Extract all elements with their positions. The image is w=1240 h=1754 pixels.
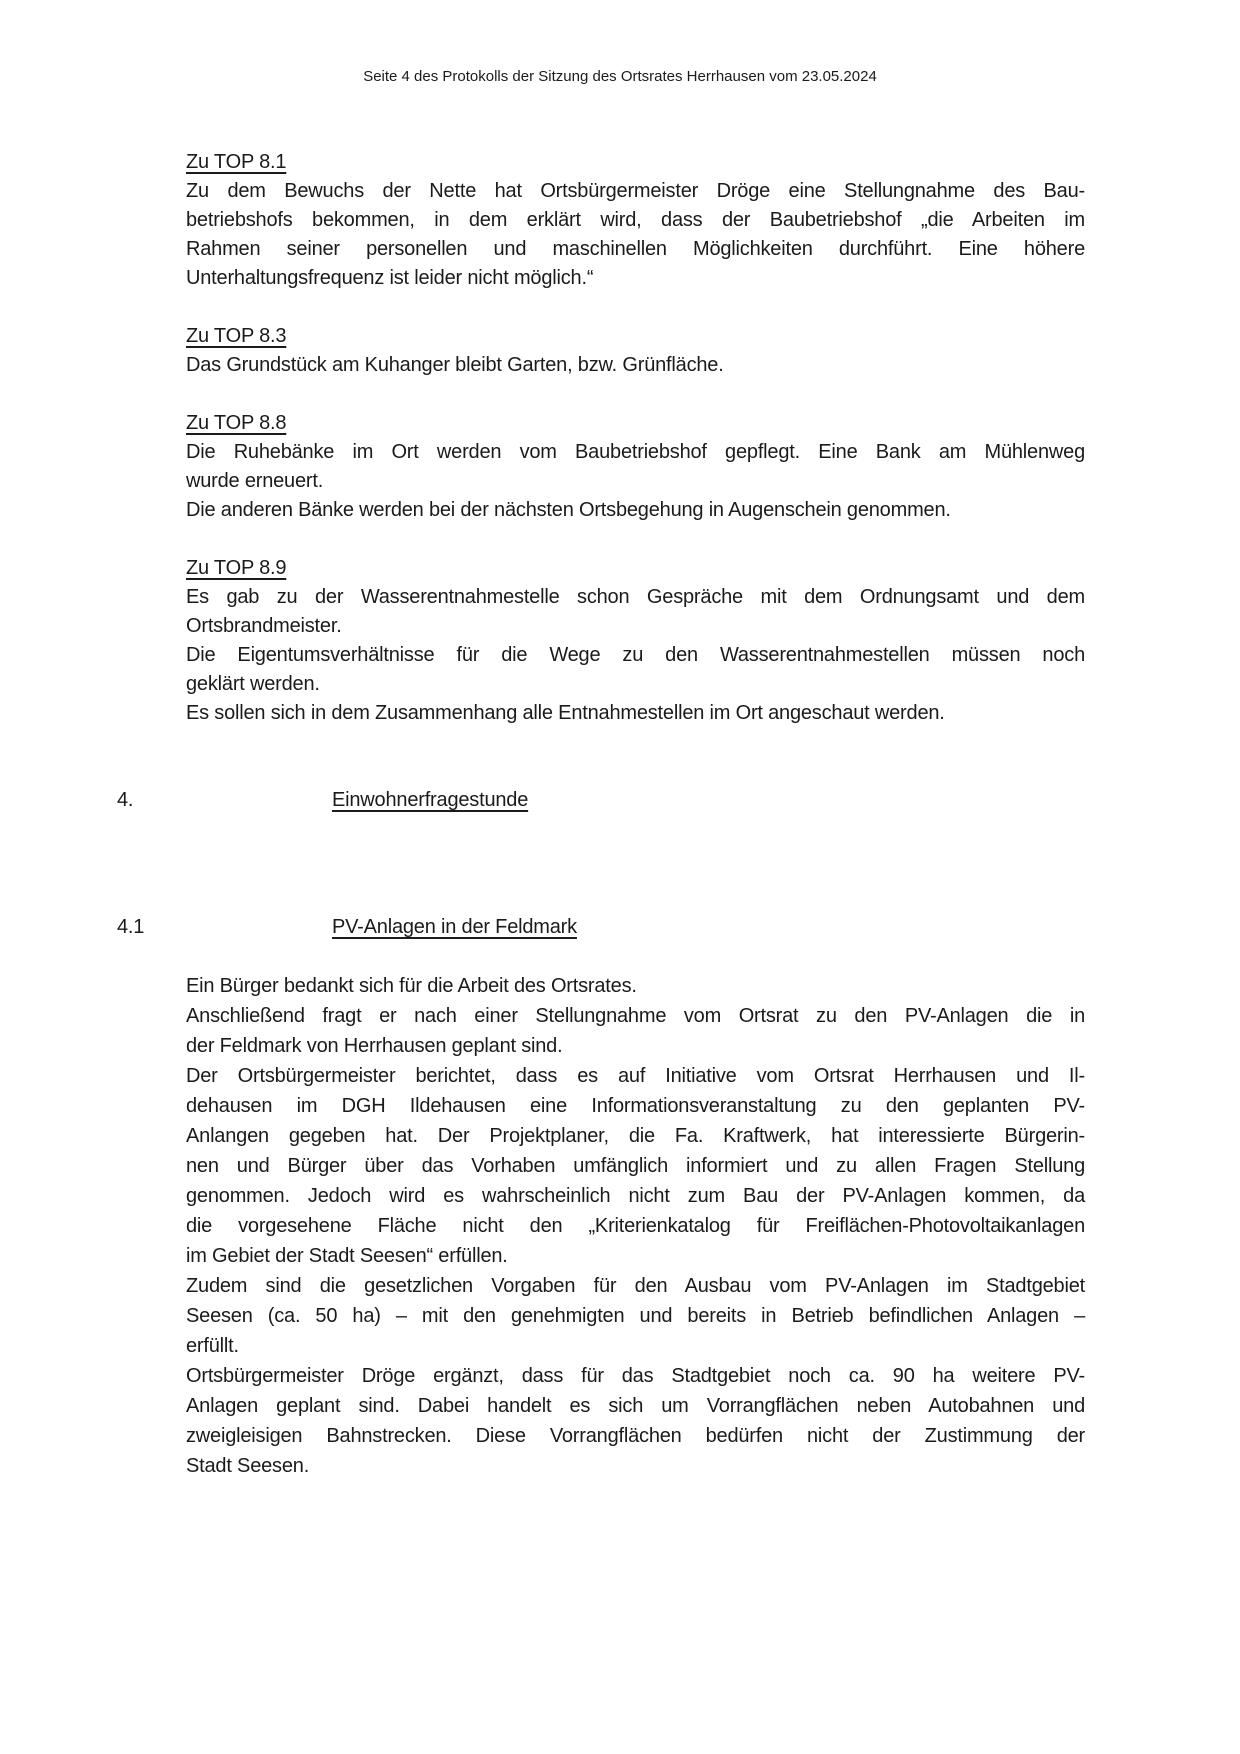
section-heading-text: Zu TOP 8.8 [186,412,287,434]
text-line: Zu dem Bewuchs der Nette hat Ortsbürgermeister Dröge eine Stellungnahme des Bau- [186,180,1085,202]
text-line: betriebshofs bekommen, in dem erklärt wird, dass der Baubetriebshof „die Arbeiten im [186,209,1085,231]
text-line: wurde erneuert. [186,470,324,492]
paragraph [186,177,1085,293]
paragraph [186,1061,1085,1271]
agenda-heading-row [117,786,1085,815]
paragraph [186,1001,1085,1061]
paragraph [186,971,1085,1001]
section-top-8-8 [186,409,1085,525]
text-line: Stadt Seesen. [186,1455,310,1477]
paragraph [186,1361,1085,1481]
text-line: Es sollen sich in dem Zusammenhang alle Entnahmestellen im Ort angeschaut werden. [186,702,945,724]
text-line: Rahmen seiner personellen und maschinellen Möglichkeiten durchführt. Eine höhere [186,238,1085,260]
section-heading [186,148,1085,177]
agenda-title: Einwohnerfragestunde [332,789,529,811]
agenda-body [186,971,1085,1481]
text-line: Unterhaltungsfrequenz ist leider nicht möglich.“ [186,267,594,289]
paragraph [186,438,1085,496]
document-content [117,148,1085,1481]
text-line: genommen. Jedoch wird es wahrscheinlich nicht zum Bau der PV-Anlagen kommen, da [186,1185,1085,1207]
text-line: der Feldmark von Herrhausen geplant sind. [186,1035,563,1057]
text-line: Ortsbrandmeister. [186,615,342,637]
section-top-8-1 [186,148,1085,293]
paragraph [186,699,1085,728]
text-line: die vorgesehene Fläche nicht den „Kriterienkatalog für Freiflächen-Photovoltaikanlagen [186,1215,1085,1237]
agenda-item-4 [117,786,1085,815]
text-line: Anlagen geplant sind. Dabei handelt es sich um Vorrangflächen neben Autobahnen und [186,1395,1085,1417]
section-heading-text: Zu TOP 8.3 [186,325,287,347]
section-top-8-3 [186,322,1085,380]
paragraph [186,583,1085,641]
section-heading [186,409,1085,438]
paragraph [186,1271,1085,1361]
text-line: Die Ruhebänke im Ort werden vom Baubetriebshof gepflegt. Eine Bank am Mühlenweg [186,441,1085,463]
paragraph [186,351,1085,380]
agenda-number: 4. [117,789,134,811]
text-line: Ein Bürger bedankt sich für die Arbeit des Ortsrates. [186,975,637,997]
text-line: Ortsbürgermeister Dröge ergänzt, dass für das Stadtgebiet noch ca. 90 ha weitere PV- [186,1365,1085,1387]
text-line: Das Grundstück am Kuhanger bleibt Garten, bzw. Grünfläche. [186,354,724,376]
text-line: dehausen im DGH Ildehausen eine Informationsveranstaltung zu den geplanten PV- [186,1095,1085,1117]
section-heading [186,322,1085,351]
section-heading [186,554,1085,583]
text-line: Zudem sind die gesetzlichen Vorgaben für den Ausbau vom PV-Anlagen im Stadtgebiet [186,1275,1085,1297]
paragraph [186,496,1085,525]
text-line: Anlangen gegeben hat. Der Projektplaner, die Fa. Kraftwerk, hat interessierte Bürgerin- [186,1125,1085,1147]
section-top-8-9 [186,554,1085,728]
text-line: geklärt werden. [186,673,320,695]
text-line: Seesen (ca. 50 ha) – mit den genehmigten und bereits in Betrieb befindlichen Anlagen – [186,1305,1085,1327]
text-line: zweigleisigen Bahnstrecken. Diese Vorrangflächen bedürfen nicht der Zustimmung der [186,1425,1085,1447]
agenda-item-4-1 [117,913,1085,1481]
section-heading-text: Zu TOP 8.9 [186,557,287,579]
section-heading-text: Zu TOP 8.1 [186,151,287,173]
text-line: Die Eigentumsverhältnisse für die Wege zu den Wasserentnahmestellen müssen noch [186,644,1085,666]
text-line: erfüllt. [186,1335,239,1357]
page-header: Seite 4 des Protokolls der Sitzung des Ortsrates Herrhausen vom 23.05.2024 [363,68,877,85]
agenda-title: PV-Anlagen in der Feldmark [332,916,577,938]
text-line: Der Ortsbürgermeister berichtet, dass es auf Initiative vom Ortsrat Herrhausen und Il- [186,1065,1085,1087]
agenda-number: 4.1 [117,916,145,938]
agenda-heading-row [117,913,1085,942]
text-line: nen und Bürger über das Vorhaben umfänglich informiert und zu allen Fragen Stellung [186,1155,1085,1177]
text-line: Anschließend fragt er nach einer Stellungnahme vom Ortsrat zu den PV-Anlagen die in [186,1005,1085,1027]
text-line: Die anderen Bänke werden bei der nächsten Ortsbegehung in Augenschein genommen. [186,499,951,521]
paragraph [186,641,1085,699]
text-line: Es gab zu der Wasserentnahmestelle schon Gespräche mit dem Ordnungsamt und dem [186,586,1085,608]
text-line: im Gebiet der Stadt Seesen“ erfüllen. [186,1245,508,1267]
